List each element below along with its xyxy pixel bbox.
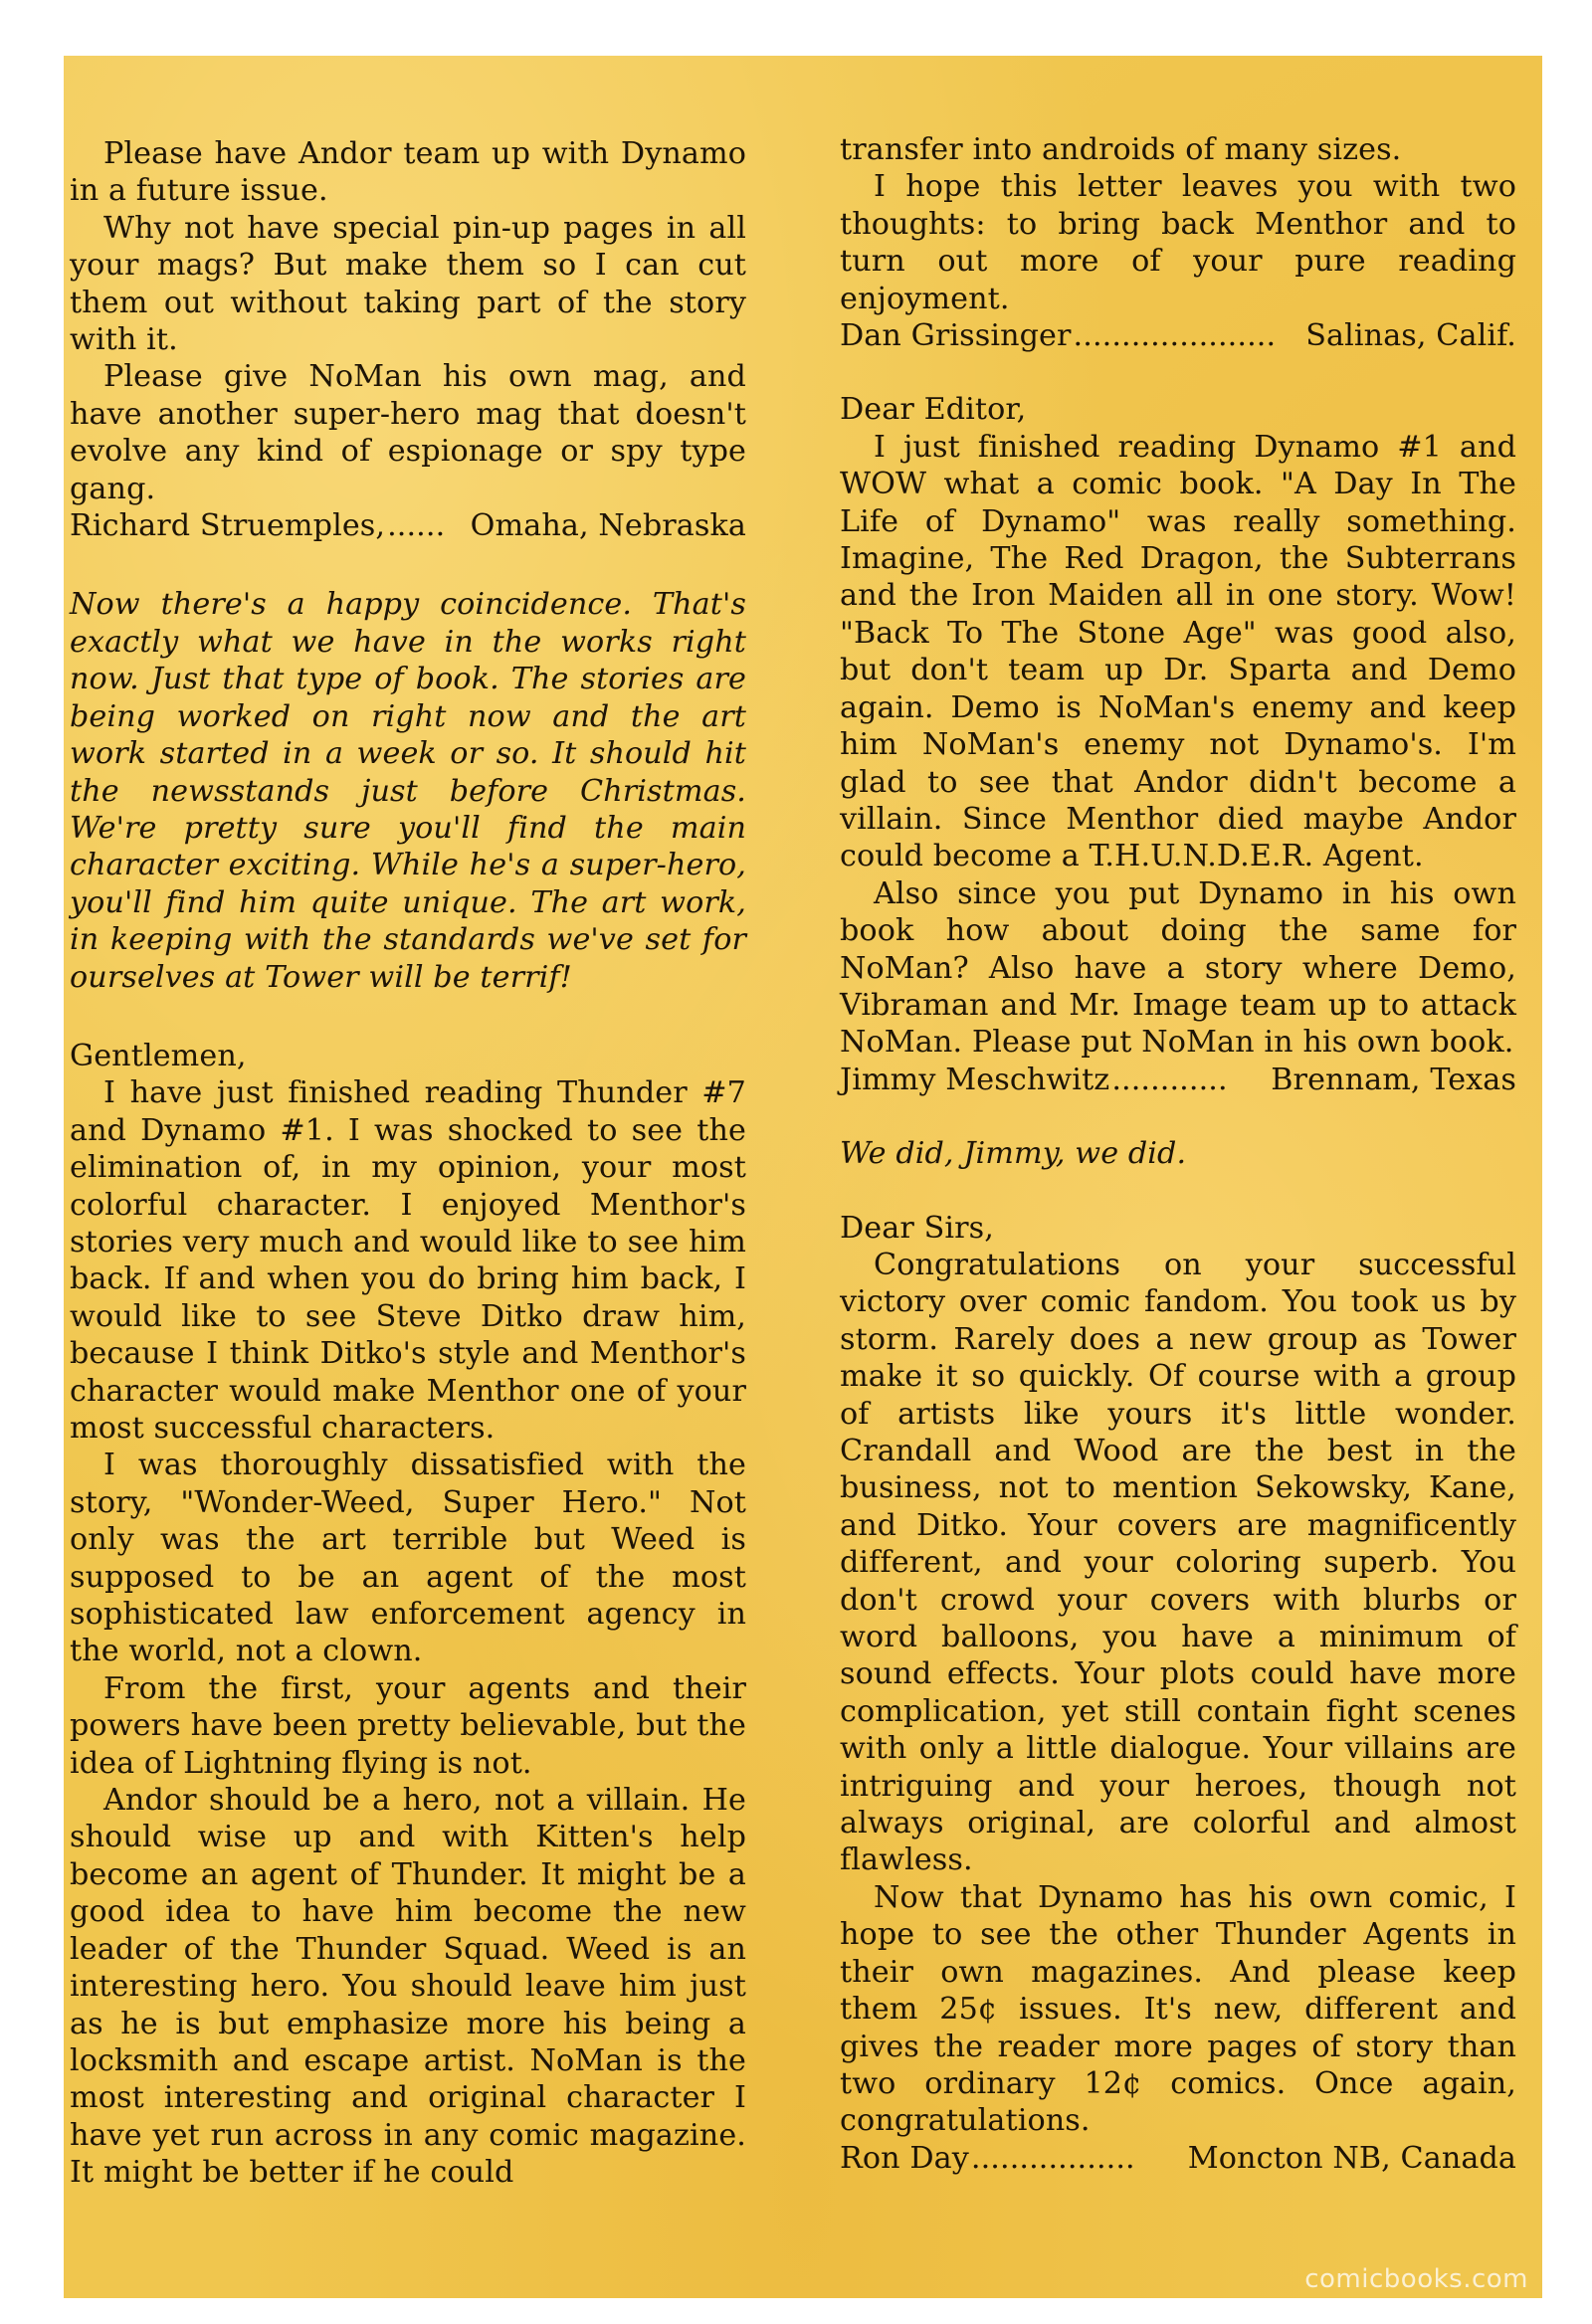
letters-page [64, 56, 1542, 2298]
letter-paragraph: Please have Andor team up with Dynamo in a future issue. [70, 136, 746, 209]
letter-paragraph: From the first, your agents and their powers have been pretty believable, but the idea of Lightning flying is not. [70, 1670, 746, 1781]
letter-salutation: Dear Editor, [840, 392, 1027, 428]
signature-place: Omaha, Nebraska [470, 508, 746, 544]
letter-gentlemen [70, 1038, 746, 2192]
letter-paragraph: Why not have special pin-up pages in all your mags? But make them so I can cut them out without taking part of the story with it. [70, 210, 746, 358]
letter-paragraph: transfer into androids of many sizes. [840, 132, 1402, 167]
letter-paragraph: I was thoroughly dissatisfied with the story, "Wonder-Weed, Super Hero." Not only was the art terrible but Weed is supposed to be an agent of the most sophisticated law enforcement agency in the world, not a clown. [70, 1448, 746, 1669]
letter-signature [840, 317, 1516, 354]
letter-signature [70, 507, 746, 544]
letter-paragraph: Now that Dynamo has his own comic, I hope to see the other Thunder Agents in their own magazines. And please keep them 25¢ issues. It's new, different and gives the reader more pages of story than two ordinary 12¢ comics. Once again, congratulations. [840, 1879, 1516, 2139]
letter-paragraph: Andor should be a hero, not a villain. He should wise up and with Kitten's help become an agent of Thunder. It might be a good idea to have him become the new leader of the Thunder Squad. Weed is an interesting hero. You should leave him just as he is but emphasize more his being a locksmith and escape artist. NoMan is the most interesting and original character I have yet run across in any comic magazine. It might be better if he could [70, 1783, 746, 2191]
letter-paragraph: Congratulations on your successful victory over comic fandom. You took us by storm. Rarely does a new group as Tower make it so quickly. Of course with a group of artists like yours it's little wonder. Crandall and Wood are the best in the business, not to mention Sekowsky, Kane, and Ditko. Your covers are magnificently different, and your coloring superb. You don't crowd your covers with blurbs or word balloons, you have a minimum of sound effects. Your plots could have more complication, yet still contain fight scenes with only a little dialogue. Your villains are intriguing and your heroes, though not always original, are colorful and almost flawless. [840, 1247, 1516, 1878]
right-column [840, 131, 1516, 2177]
letter-dear-editor [840, 391, 1516, 1098]
editor-reply: Now there's a happy coincidence. That's exactly what we have in the works right now. Just that type of book. The stories are being worked on right now and the art work started in a week or so. It should hit the newsstands just before Christmas. We're pretty sure you'll find the main character exciting. While he's a super-hero, you'll find him quite unique. The art work, in keeping with the standards we've set for ourselves at Tower will be terrif! [70, 587, 746, 995]
letter-dear-sirs [840, 1210, 1516, 2178]
letter-salutation: Dear Sirs, [840, 1210, 994, 1246]
signature-name: Richard Struemples, [70, 508, 386, 544]
signature-dots: ............ [1111, 1062, 1228, 1097]
letter-struemples [70, 135, 746, 544]
letter-signature [840, 2140, 1516, 2177]
letter-paragraph: I just finished reading Dynamo #1 and WOW what a comic book. "A Day In The Life of Dynamo" was really something. Imagine, The Red Dragon, the Subterrans and the Iron Maiden all in one story. Wow! "Back To The Stone Age" was good also, but don't team up Dr. Sparta and Demo again. Demo is NoMan's enemy and keep him NoMan's enemy not Dynamo's. I'm glad to see that Andor didn't become a villain. Since Menthor died maybe Andor could become a T.H.U.N.D.E.R. Agent. [840, 429, 1516, 874]
left-column [70, 135, 746, 2192]
letter-paragraph: Please give NoMan his own mag, and have another super-hero mag that doesn't evolve any kind of espionage or spy type gang. [70, 359, 746, 506]
letter-paragraph: I have just finished reading Thunder #7 and Dynamo #1. I was shocked to see the elimination of, in my opinion, your most colorful character. I enjoyed Menthor's stories very much and would like to see him back. If and when you do bring him back, I would like to see Steve Ditko draw him, because I think Ditko's style and Menthor's character would make Menthor one of your most successful characters. [70, 1075, 746, 1446]
signature-name: Dan Grissinger [840, 318, 1072, 354]
signature-dots: ................. [970, 2140, 1135, 2176]
signature-place: Moncton NB, Canada [1187, 2140, 1516, 2176]
signature-name: Ron Day [840, 2140, 969, 2176]
signature-dots: ...... [387, 508, 446, 544]
signature-name: Jimmy Meschwitz [840, 1062, 1110, 1097]
signature-place: Salinas, Calif. [1305, 318, 1516, 354]
letter-paragraph: I hope this letter leaves you with two thoughts: to bring back Menthor and to turn out more of your pure reading enjoyment. [840, 169, 1516, 316]
letter-paragraph: Also since you put Dynamo in his own book how about doing the same for NoMan? Also have a story where Demo, Vibraman and Mr. Image team up to attack NoMan. Please put NoMan in his own book. [840, 875, 1516, 1061]
signature-place: Brennam, Texas [1271, 1062, 1516, 1097]
letter-salutation: Gentlemen, [70, 1038, 247, 1073]
letter-gentlemen-continued [840, 131, 1516, 354]
letter-signature [840, 1062, 1516, 1098]
signature-dots: ..................... [1073, 318, 1277, 354]
editor-reply: We did, Jimmy, we did. [840, 1136, 1187, 1172]
site-watermark: comicbooks.com [1304, 2264, 1528, 2294]
